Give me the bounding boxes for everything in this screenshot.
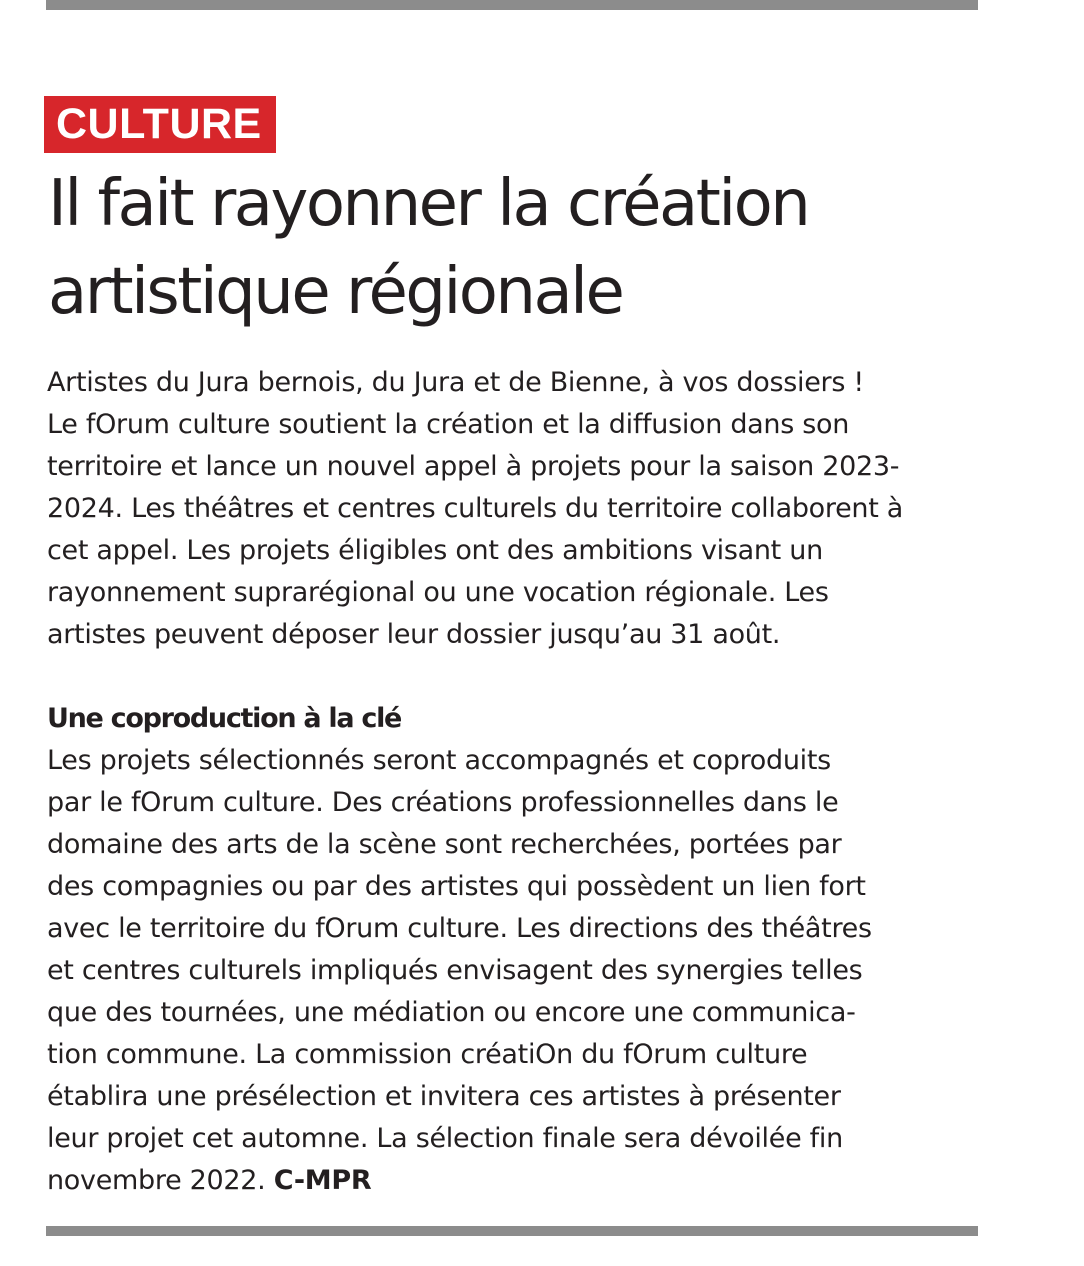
paragraph-spacer <box>47 656 987 698</box>
section-line: avec le territoire du fOrum culture. Les directions des théâtres <box>47 913 872 944</box>
section-paragraph <box>47 740 987 1202</box>
section-line: domaine des arts de la scène sont recherchées, portées par <box>47 829 842 860</box>
section-line: que des tournées, une médiation ou encore une communica- <box>47 997 856 1028</box>
headline-line-1: Il fait rayonner la création <box>48 167 809 241</box>
section-line: par le fOrum culture. Des créations professionnelles dans le <box>47 787 839 818</box>
intro-line: 2024. Les théâtres et centres culturels du territoire collaborent à <box>47 493 904 524</box>
author-signature: C-MPR <box>273 1165 372 1196</box>
intro-line: territoire et lance un nouvel appel à projets pour la saison 2023- <box>47 451 900 482</box>
article-body <box>47 362 987 1202</box>
section-last-line: novembre 2022. <box>47 1165 266 1196</box>
section-line: établira une présélection et invitera ces artistes à présenter <box>47 1081 841 1112</box>
bottom-rule <box>46 1226 978 1236</box>
section-line: tion commune. La commission créatiOn du fOrum culture <box>47 1039 808 1070</box>
intro-line: cet appel. Les projets éligibles ont des ambitions visant un <box>47 535 823 566</box>
section-line: et centres culturels impliqués envisagent des synergies telles <box>47 955 863 986</box>
category-badge: CULTURE <box>44 96 276 153</box>
section-line: des compagnies ou par des artistes qui possèdent un lien fort <box>47 871 866 902</box>
intro-paragraph <box>47 362 987 656</box>
section-subheading: Une coproduction à la clé <box>47 703 402 734</box>
section-line: leur projet cet automne. La sélection finale sera dévoilée fin <box>47 1123 843 1154</box>
intro-line: Artistes du Jura bernois, du Jura et de Bienne, à vos dossiers ! <box>47 367 864 398</box>
top-rule <box>46 0 978 10</box>
headline <box>48 160 1008 336</box>
intro-line: artistes peuvent déposer leur dossier jusqu’au 31 août. <box>47 619 781 650</box>
intro-line: Le fOrum culture soutient la création et la diffusion dans son <box>47 409 850 440</box>
intro-line: rayonnement suprarégional ou une vocation régionale. Les <box>47 577 829 608</box>
headline-line-2: artistique régionale <box>48 255 623 329</box>
section-line: Les projets sélectionnés seront accompagnés et coproduits <box>47 745 831 776</box>
